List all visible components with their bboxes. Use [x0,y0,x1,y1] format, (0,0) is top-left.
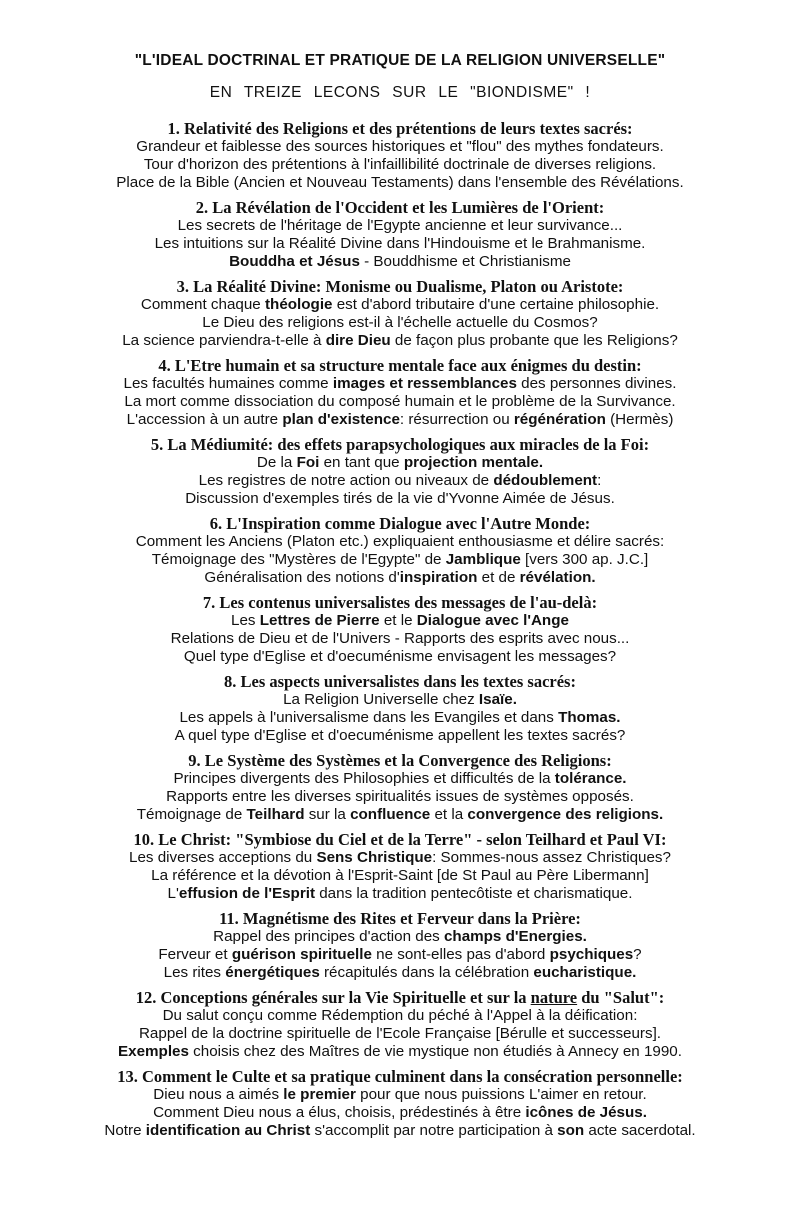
lesson-9 [0,752,800,824]
lesson-line [0,490,800,508]
lesson-line [0,964,800,982]
lesson-line [0,928,800,946]
text-segment: Dieu nous a aimés [153,1086,284,1103]
text-segment: dans la tradition pentecôtiste et charismatique. [315,885,633,902]
emphasized-text: Teilhard [246,806,305,823]
emphasized-text: effusion de l'Esprit [178,885,316,902]
emphasized-text: Exemples [118,1043,189,1060]
lesson-line [0,393,800,411]
lesson-10 [0,831,800,903]
emphasized-text: guérison spirituelle [231,946,372,963]
text-segment: s'accomplit par notre participation à [310,1122,558,1139]
text-segment: est d'abord tributaire d'une certaine philosophie. [332,296,660,313]
emphasized-text: théologie [264,296,333,313]
lesson-2 [0,199,800,271]
lesson-line [0,727,800,745]
lesson-line [0,1104,800,1122]
emphasized-text: icônes de Jésus. [525,1104,647,1121]
text-segment: Les rites [163,964,226,981]
lesson-line [0,1086,800,1104]
lesson-line [0,770,800,788]
text-segment: Place de la Bible (Ancien et Nouveau Testaments) dans l'ensemble des Révélations. [116,174,684,191]
lesson-line [0,648,800,666]
text-segment: sur la [304,806,351,823]
text-segment: Notre [104,1122,146,1139]
lesson-line [0,569,800,587]
text-segment: des personnes divines. [516,375,677,392]
emphasized-text: Bouddha et Jésus [229,253,360,270]
lesson-title: 6. L'Inspiration comme Dialogue avec l'Autre Monde: [209,514,591,533]
text-segment: du "Salut": [577,988,665,1007]
document-page [0,52,800,1147]
emphasized-text: régénération [513,411,606,428]
text-segment: acte sacerdotal. [584,1122,696,1139]
lesson-line [0,1043,800,1061]
text-segment: : [597,472,602,489]
emphasized-text: dédoublement [493,472,598,489]
emphasized-text: projection mentale. [403,454,544,471]
lesson-line [0,806,800,824]
text-segment: Les registres de notre action ou niveaux de [198,472,494,489]
text-segment: 12. Conceptions générales sur la Vie Spirituelle et sur la [135,988,531,1007]
text-segment: Les secrets de l'héritage de l'Egypte ancienne et leur survivance... [177,217,623,234]
emphasized-text: identification au Christ [145,1122,311,1139]
emphasized-text: Jamblique [445,551,521,568]
lesson-5 [0,436,800,508]
lesson-title: 5. La Médiumité: des effets parapsychologiques aux miracles de la Foi: [150,435,650,454]
lesson-line [0,253,800,271]
text-segment: Du salut conçu comme Rédemption du péché à l'Appel à la déification: [162,1007,638,1024]
text-segment: Quel type d'Eglise et d'oecuménisme envisagent les messages? [183,648,617,665]
text-segment: de façon plus probante que les Religions? [390,332,678,349]
lesson-line [0,1007,800,1025]
lesson-line [0,788,800,806]
text-segment: La science parviendra-t-elle à [122,332,326,349]
underlined-text: nature [530,988,578,1007]
emphasized-text: Thomas. [558,709,621,726]
text-segment: Grandeur et faiblesse des sources historiques et "flou" des mythes fondateurs. [136,138,664,155]
emphasized-text: énergétiques [225,964,320,981]
emphasized-text: son [557,1122,585,1139]
lesson-line [0,296,800,314]
lesson-line [0,235,800,253]
lesson-title: 1. Relativité des Religions et des prétentions de leurs textes sacrés: [167,119,633,138]
text-segment: Rappel de la doctrine spirituelle de l'Ecole Française [Bérulle et successeurs]. [138,1025,662,1042]
text-segment: L'accession à un autre [126,411,283,428]
text-segment: en tant que [319,454,404,471]
lesson-line [0,156,800,174]
lesson-line [0,551,800,569]
lesson-line [0,1122,800,1140]
emphasized-text: champs d'Energies. [443,928,587,945]
emphasized-text: confluence [350,806,431,823]
emphasized-text: convergence des religions. [467,806,664,823]
lesson-line [0,867,800,885]
text-segment: Tour d'horizon des prétentions à l'infaillibilité doctrinale de diverses religions. [143,156,657,173]
emphasized-text: Lettres de Pierre [259,612,380,629]
lesson-11 [0,910,800,982]
lesson-line [0,314,800,332]
lesson-line [0,454,800,472]
text-segment: : résurrection ou [399,411,514,428]
lessons-list [0,120,800,1140]
lesson-line [0,472,800,490]
emphasized-text: eucharistique. [533,964,637,981]
emphasized-text: Isaïe. [478,691,517,708]
text-segment: Les [231,612,260,629]
text-segment: La Religion Universelle chez [283,691,479,708]
lesson-6 [0,515,800,587]
text-segment: Relations de Dieu et de l'Univers - Rapports des esprits avec nous... [170,630,630,647]
text-segment: Généralisation des notions d' [204,569,400,586]
emphasized-text: dire Dieu [325,332,391,349]
lesson-13 [0,1068,800,1140]
lesson-title: 2. La Révélation de l'Occident et les Lumières de l'Orient: [195,198,605,217]
text-segment: Les facultés humaines comme [123,375,333,392]
lesson-8 [0,673,800,745]
lesson-line [0,375,800,393]
emphasized-text: le premier [283,1086,356,1103]
text-segment: Les diverses acceptions du [129,849,317,866]
emphasized-text: inspiration [399,569,478,586]
emphasized-text: Foi [296,454,320,471]
text-segment: Discussion d'exemples tirés de la vie d'Yvonne Aimée de Jésus. [185,490,615,507]
lesson-line [0,691,800,709]
lesson-line [0,174,800,192]
lesson-title [0,989,800,1007]
lesson-title: 8. Les aspects universalistes dans les textes sacrés: [224,672,576,691]
emphasized-text: tolérance. [554,770,627,787]
text-segment: [vers 300 ap. J.C.] [520,551,649,568]
text-segment: Les appels à l'universalisme dans les Evangiles et dans [179,709,559,726]
lesson-line [0,885,800,903]
text-segment: : Sommes-nous assez Christiques? [432,849,671,866]
text-segment: et la [430,806,468,823]
emphasized-text: psychiques [549,946,634,963]
text-segment: De la [256,454,297,471]
emphasized-text: Sens Christique [316,849,433,866]
text-segment: Ferveur et [158,946,232,963]
text-segment: pour que nous puissions L'aimer en retour. [355,1086,647,1103]
lesson-1 [0,120,800,192]
text-segment: Témoignage des "Mystères de l'Egypte" de [151,551,446,568]
emphasized-text: plan d'existence [282,411,400,428]
text-segment: (Hermès) [605,411,674,428]
lesson-title: 11. Magnétisme des Rites et Ferveur dans la Prière: [219,909,581,928]
text-segment: Principes divergents des Philosophies et difficultés de la [173,770,555,787]
text-segment: A quel type d'Eglise et d'oecuménisme appellent les textes sacrés? [174,727,626,744]
text-segment: Les intuitions sur la Réalité Divine dans l'Hindouisme et le Brahmanisme. [154,235,646,252]
lesson-title: 9. Le Système des Systèmes et la Convergence des Religions: [188,751,612,770]
lesson-line [0,709,800,727]
lesson-title: 7. Les contenus universalistes des messages de l'au-delà: [202,593,598,612]
text-segment: ne sont-elles pas d'abord [371,946,550,963]
lesson-title: 3. La Réalité Divine: Monisme ou Dualisme, Platon ou Aristote: [176,277,624,296]
text-segment: - Bouddhisme et Christianisme [359,253,571,270]
text-segment: Comment chaque [140,296,265,313]
text-segment: et le [379,612,417,629]
lesson-3 [0,278,800,350]
text-segment: La référence et la dévotion à l'Esprit-Saint [de St Paul au Père Libermann] [151,867,649,884]
lesson-12 [0,989,800,1061]
emphasized-text: Dialogue avec l'Ange [416,612,569,629]
emphasized-text: images et ressemblances [332,375,517,392]
text-segment: récapitulés dans la célébration [319,964,534,981]
text-segment: Le Dieu des religions est-il à l'échelle actuelle du Cosmos? [202,314,598,331]
text-segment: choisis chez des Maîtres de vie mystique non étudiés à Annecy en 1990. [188,1043,682,1060]
text-segment: Comment les Anciens (Platon etc.) expliquaient enthousiasme et délire sacrés: [135,533,665,550]
lesson-line [0,612,800,630]
lesson-line [0,411,800,429]
lesson-line [0,630,800,648]
document-title: "L'IDEAL DOCTRINAL ET PRATIQUE DE LA RELIGION UNIVERSELLE" [134,52,666,69]
emphasized-text: révélation. [519,569,596,586]
document-subtitle: EN TREIZE LECONS SUR LE "BIONDISME" ! [209,84,591,101]
lesson-line [0,849,800,867]
lesson-title: 10. Le Christ: "Symbiose du Ciel et de la Terre" - selon Teilhard et Paul VI: [133,830,667,849]
lesson-title: 4. L'Etre humain et sa structure mentale face aux énigmes du destin: [158,356,642,375]
lesson-line [0,332,800,350]
lesson-line [0,946,800,964]
text-segment: Rappel des principes d'action des [213,928,444,945]
lesson-line [0,138,800,156]
text-segment: L' [167,885,179,902]
text-segment: Comment Dieu nous a élus, choisis, prédestinés à être [153,1104,526,1121]
text-segment: Témoignage de [136,806,247,823]
lesson-7 [0,594,800,666]
text-segment: et de [477,569,520,586]
text-segment: La mort comme dissociation du composé humain et le problème de la Survivance. [124,393,676,410]
lesson-line [0,217,800,235]
lesson-line [0,533,800,551]
text-segment: Rapports entre les diverses spiritualités issues de systèmes opposés. [166,788,634,805]
text-segment: ? [633,946,642,963]
lesson-line [0,1025,800,1043]
lesson-title: 13. Comment le Culte et sa pratique culminent dans la consécration personnelle: [117,1067,683,1086]
lesson-4 [0,357,800,429]
